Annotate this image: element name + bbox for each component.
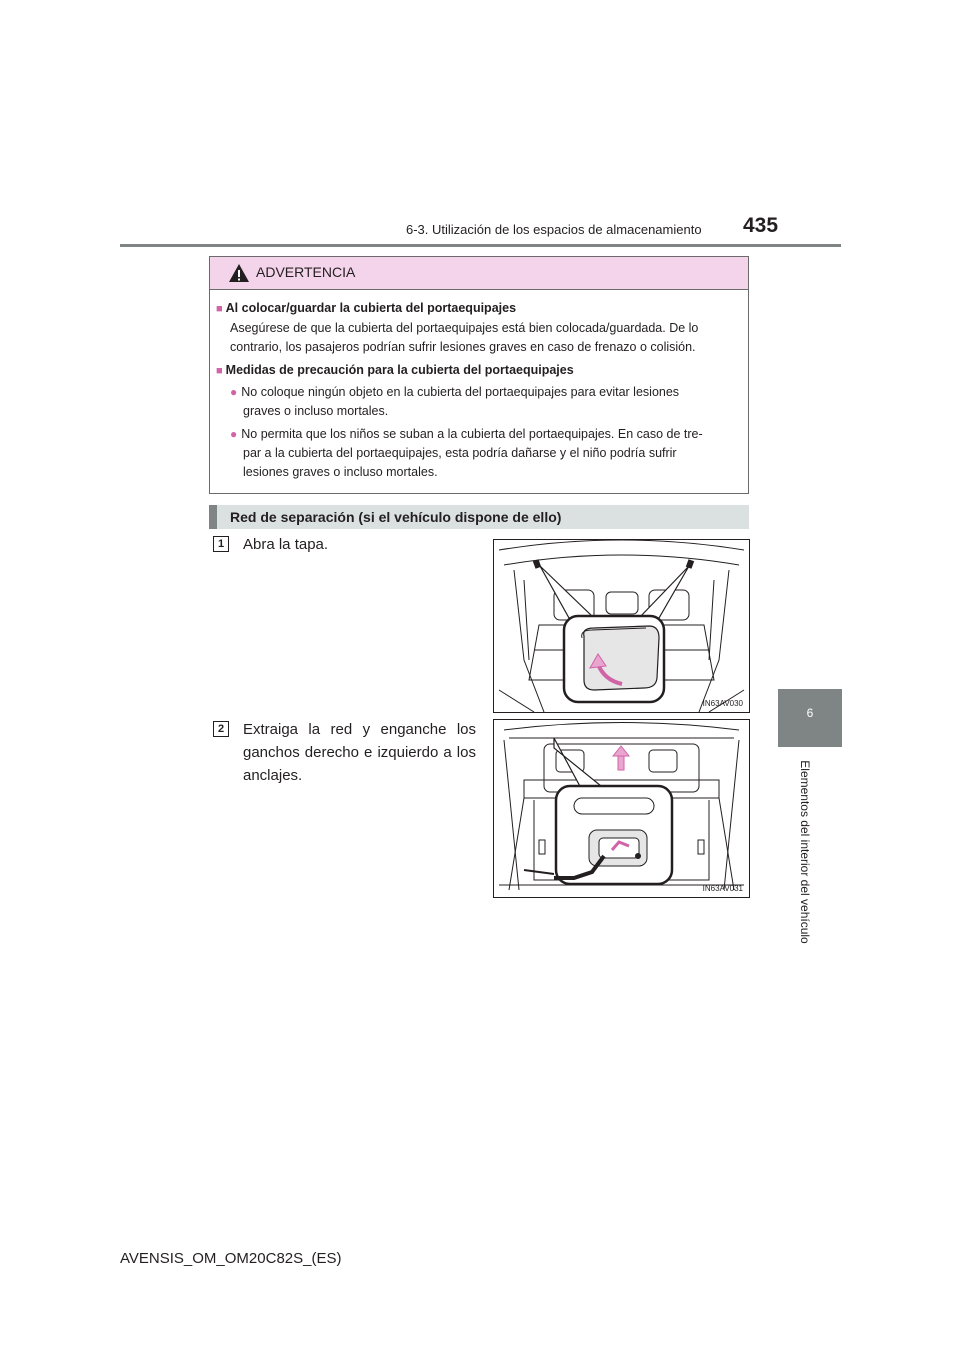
warning-bullet-2: ● No permita que los niños se suban a la cubierta del portaequipajes. En caso de tre- (230, 427, 703, 441)
step-text-line: ganchos derecho e izquierdo a los (243, 744, 476, 761)
cargo-area-illustration (494, 720, 749, 897)
page-number: 435 (743, 214, 779, 237)
warning-header (210, 257, 748, 290)
step-text (243, 533, 473, 556)
warning-heading-2: ■ Medidas de precaución para la cubierta del portaequipajes (216, 363, 574, 377)
warning-text-line: par a la cubierta del portaequipajes, esta podría dañarse y el niño podría sufrir (243, 446, 677, 460)
header-rule (120, 244, 841, 247)
step-number: 1 (213, 536, 229, 552)
square-bullet-icon: ■ (216, 303, 223, 315)
footer-document-id: AVENSIS_OM_OM20C82S_(ES) (120, 1250, 342, 1267)
running-header: 6-3. Utilización de los espacios de almacenamiento (406, 222, 702, 237)
warning-heading-1: ■ Al colocar/guardar la cubierta del portaequipajes (216, 301, 517, 315)
figure-code: IN63AV030 (702, 699, 743, 708)
warning-bullet-1: ● No coloque ningún objeto en la cubierta del portaequipajes para evitar lesiones (230, 385, 680, 399)
figure-code: IN63AV031 (702, 884, 743, 893)
chapter-number: 6 (806, 706, 814, 720)
rear-seats-illustration (494, 540, 749, 712)
warning-text-line: lesiones graves o incluso mortales. (243, 465, 438, 479)
step-number: 2 (213, 721, 229, 737)
circle-bullet-icon: ● (230, 427, 238, 441)
section-title: Red de separación (si el vehículo dispone de ello) (230, 509, 562, 525)
step-text-line: Extraiga la red y enganche los (243, 721, 476, 738)
warning-text-line: graves o incluso mortales. (243, 404, 389, 418)
warning-box (209, 256, 749, 494)
warning-title: ADVERTENCIA (256, 264, 356, 280)
section-heading (209, 505, 749, 529)
warning-triangle-icon (228, 263, 250, 283)
step-text-line: anclajes. (243, 767, 303, 784)
square-bullet-icon: ■ (216, 365, 223, 377)
warning-text-line: contrario, los pasajeros podrían sufrir lesiones graves en caso de frenazo o colisión. (230, 340, 696, 354)
step-text (243, 718, 476, 787)
chapter-title: Elementos del interior del vehículo (798, 760, 812, 944)
circle-bullet-icon: ● (230, 385, 238, 399)
warning-text-line: Asegúrese de que la cubierta del portaequipajes está bien colocada/guardada. De lo (230, 321, 699, 335)
step-text-line: Abra la tapa. (243, 536, 329, 553)
figure-cargo-area (493, 719, 750, 898)
figure-rear-seats (493, 539, 750, 713)
